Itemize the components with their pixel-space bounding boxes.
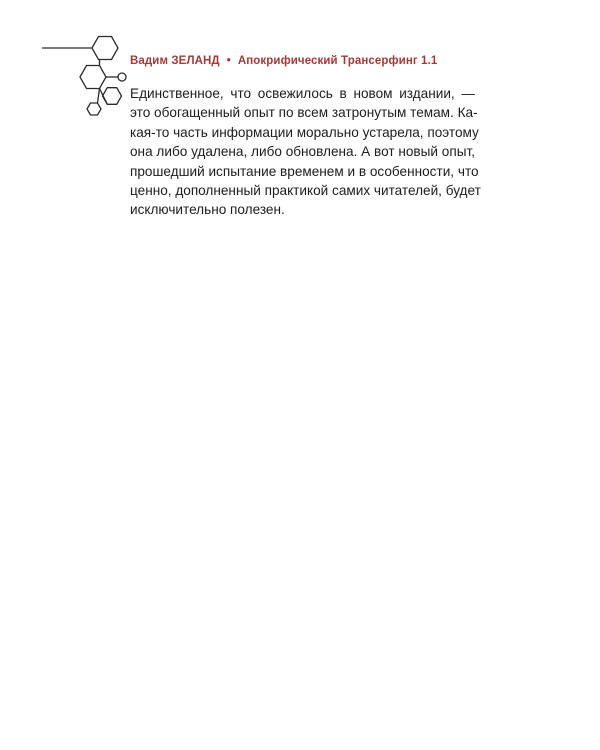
header-book-title: Апокрифический Трансерфинг 1.1 <box>237 55 438 67</box>
hexagon-chain-icon <box>0 0 140 130</box>
header-separator: • <box>226 55 231 67</box>
body-line: ценно, дополненный практикой самих читателей, будет <box>130 183 481 199</box>
hexagon-shape <box>80 66 106 89</box>
hexagon-shape <box>87 103 101 115</box>
ornament-node <box>118 73 126 81</box>
body-line: исключительно полезен. <box>130 202 285 218</box>
body-paragraph <box>130 84 481 220</box>
body-line: Единственное, что освежилось в новом издании, — <box>130 86 475 101</box>
ornament-link <box>98 89 100 104</box>
running-header <box>130 55 437 67</box>
body-line: она либо удалена, либо обновлена. А вот новый опыт, <box>130 144 475 160</box>
body-line: это обогащенный опыт по всем затронутым темам. Ка- <box>130 105 478 121</box>
header-author: Вадим ЗЕЛАНД <box>130 55 220 67</box>
body-line: кая-то часть информации морально устарела, поэтому <box>130 124 479 140</box>
hexagon-shape <box>92 37 118 60</box>
body-line: прошедший испытание временем и в особенности, что <box>130 163 479 179</box>
